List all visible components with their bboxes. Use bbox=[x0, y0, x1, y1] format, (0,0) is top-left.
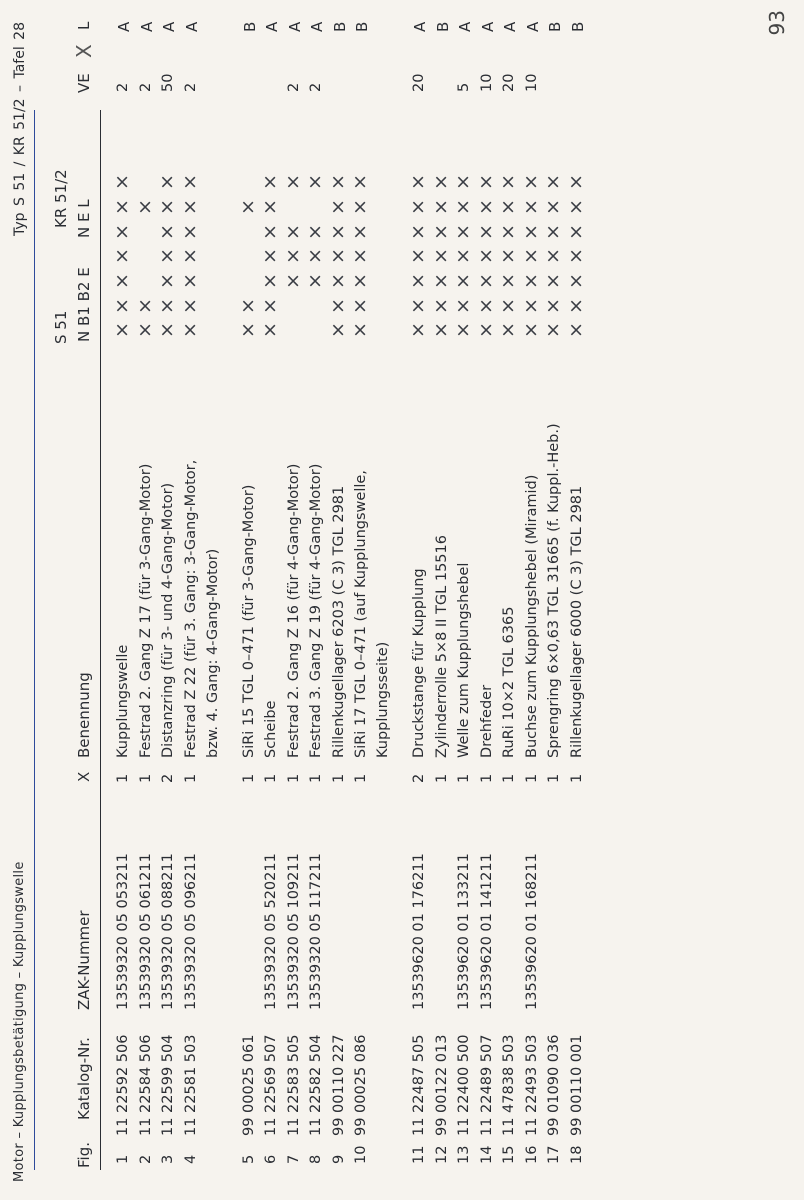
row-ve: 50 bbox=[160, 73, 176, 92]
applicability-mark: × bbox=[111, 298, 133, 314]
row-benennung-cont: Kupplungsseite) bbox=[375, 641, 391, 758]
row-category: A bbox=[456, 21, 474, 32]
row-category: A bbox=[285, 21, 304, 32]
col-x: X bbox=[75, 771, 93, 782]
row-qty: 1 bbox=[330, 773, 347, 783]
applicability-mark: × bbox=[519, 174, 542, 190]
row-zak: 13539320 05 061211 bbox=[137, 853, 154, 1010]
row-category: B bbox=[546, 21, 564, 32]
row-benennung: Festrad 3. Gang Z 19 (für 4-Gang-Motor) bbox=[308, 463, 324, 758]
header-type-table: Typ S 51 / KR 51/2 – Tafel 28 bbox=[12, 22, 28, 236]
applicability-mark: × bbox=[111, 224, 133, 240]
row-benennung: Kupplungswelle bbox=[115, 644, 131, 758]
applicability-mark: × bbox=[564, 298, 587, 314]
row-category: A bbox=[411, 21, 429, 32]
row-benennung: Rillenkugellager 6203 (C 3) TGL 2981 bbox=[330, 485, 347, 758]
col-kr512: KR 51/2 bbox=[52, 169, 70, 228]
row-zak: 13539320 05 109211 bbox=[285, 853, 302, 1010]
col-benennung: Benennung bbox=[75, 672, 93, 758]
applicability-mark: × bbox=[326, 248, 349, 264]
row-benennung: Distanzring (für 3- und 4-Gang-Motor) bbox=[160, 482, 176, 758]
applicability-mark: × bbox=[542, 224, 564, 240]
row-category: B bbox=[433, 21, 452, 32]
applicability-mark: × bbox=[304, 248, 326, 264]
applicability-mark: × bbox=[326, 273, 349, 289]
row-category: A bbox=[523, 21, 542, 32]
applicability-mark: × bbox=[304, 273, 326, 289]
applicability-mark: × bbox=[519, 273, 542, 289]
applicability-mark: × bbox=[429, 224, 452, 240]
row-qty: 1 bbox=[478, 773, 495, 783]
row-benennung: Buchse zum Kupplungshebel (Miramid) bbox=[523, 474, 540, 758]
applicability-mark: × bbox=[407, 298, 429, 314]
row-katalog: 11 22599 504 bbox=[160, 1034, 176, 1136]
applicability-mark: × bbox=[519, 248, 542, 264]
row-qty: 1 bbox=[182, 773, 199, 783]
applicability-mark: × bbox=[497, 322, 519, 338]
applicability-mark: × bbox=[178, 322, 201, 338]
row-fig: 9 bbox=[330, 1154, 347, 1164]
applicability-mark: × bbox=[326, 224, 349, 240]
applicability-mark: × bbox=[407, 248, 429, 264]
applicability-mark: × bbox=[564, 174, 587, 190]
row-zak: 13539320 05 053211 bbox=[115, 853, 131, 1010]
row-benennung: Sprengring 6×0,63 TGL 31665 (f. Kuppl.-Heb.) bbox=[546, 423, 562, 758]
applicability-mark: × bbox=[407, 174, 429, 190]
row-katalog: 99 00025 086 bbox=[353, 1034, 369, 1136]
applicability-mark: × bbox=[156, 248, 178, 264]
applicability-mark: × bbox=[259, 322, 281, 338]
applicability-mark: × bbox=[326, 298, 349, 314]
applicability-mark: × bbox=[349, 224, 371, 240]
row-fig: 1 bbox=[115, 1154, 131, 1164]
applicability-mark: × bbox=[259, 224, 281, 240]
applicability-mark: × bbox=[497, 298, 519, 314]
applicability-mark: × bbox=[474, 322, 497, 338]
row-benennung: Rillenkugellager 6000 (C 3) TGL 2981 bbox=[568, 485, 585, 758]
applicability-mark: × bbox=[429, 298, 452, 314]
row-benennung: Druckstange für Kupplung bbox=[411, 568, 427, 758]
page-number: 93 bbox=[765, 10, 789, 36]
row-katalog: 11 22592 506 bbox=[115, 1034, 131, 1136]
applicability-mark: × bbox=[111, 322, 133, 338]
applicability-mark: × bbox=[542, 248, 564, 264]
applicability-mark: × bbox=[349, 199, 371, 215]
applicability-mark: × bbox=[564, 322, 587, 338]
applicability-mark: × bbox=[304, 224, 326, 240]
applicability-mark: × bbox=[519, 224, 542, 240]
col-s51: S 51 bbox=[52, 310, 70, 344]
row-ve: 2 bbox=[182, 82, 199, 92]
row-category: A bbox=[182, 21, 201, 32]
applicability-mark: × bbox=[236, 322, 259, 338]
applicability-mark: × bbox=[156, 273, 178, 289]
col-katalog: Katalog-Nr. bbox=[75, 1037, 93, 1120]
col-zak: ZAK-Nummer bbox=[75, 910, 93, 1010]
applicability-mark: × bbox=[452, 322, 474, 338]
row-benennung: Scheibe bbox=[263, 700, 279, 758]
row-fig: 8 bbox=[308, 1154, 324, 1164]
applicability-mark: × bbox=[407, 224, 429, 240]
col-l: L bbox=[75, 21, 93, 30]
applicability-mark: × bbox=[111, 199, 133, 215]
applicability-mark: × bbox=[564, 224, 587, 240]
row-category: A bbox=[160, 21, 178, 32]
applicability-mark: × bbox=[326, 174, 349, 190]
header-breadcrumb: Motor – Kupplungsbetätigung – Kupplungswelle bbox=[12, 861, 27, 1182]
applicability-mark: × bbox=[156, 199, 178, 215]
row-fig: 12 bbox=[433, 1145, 450, 1164]
applicability-mark: × bbox=[259, 273, 281, 289]
applicability-mark: × bbox=[542, 322, 564, 338]
row-zak: 13539320 05 520211 bbox=[263, 853, 279, 1010]
applicability-mark: × bbox=[259, 199, 281, 215]
applicability-mark: × bbox=[429, 174, 452, 190]
row-qty: 1 bbox=[353, 773, 369, 783]
row-category: A bbox=[308, 21, 326, 32]
row-zak: 13539620 01 141211 bbox=[478, 853, 495, 1010]
applicability-mark: × bbox=[497, 248, 519, 264]
row-qty: 1 bbox=[240, 773, 257, 783]
applicability-mark: × bbox=[133, 199, 156, 215]
row-katalog: 99 00025 061 bbox=[240, 1034, 257, 1136]
row-zak: 13539620 01 168211 bbox=[523, 853, 540, 1010]
row-qty: 1 bbox=[523, 773, 540, 783]
row-fig: 13 bbox=[456, 1145, 472, 1164]
applicability-mark: × bbox=[542, 298, 564, 314]
row-qty: 1 bbox=[456, 773, 472, 783]
applicability-mark: × bbox=[236, 199, 259, 215]
applicability-mark: × bbox=[542, 174, 564, 190]
applicability-mark: × bbox=[133, 298, 156, 314]
row-qty: 1 bbox=[546, 773, 562, 783]
row-zak: 13539620 01 133211 bbox=[456, 853, 472, 1010]
row-fig: 7 bbox=[285, 1154, 302, 1164]
row-ve: 20 bbox=[411, 73, 427, 92]
applicability-mark: × bbox=[259, 174, 281, 190]
applicability-mark: × bbox=[519, 298, 542, 314]
row-katalog: 99 01090 036 bbox=[546, 1034, 562, 1136]
applicability-mark: × bbox=[564, 199, 587, 215]
applicability-mark: × bbox=[156, 174, 178, 190]
row-ve: 10 bbox=[523, 73, 540, 92]
row-qty: 1 bbox=[308, 773, 324, 783]
row-fig: 10 bbox=[353, 1145, 369, 1164]
row-benennung: Drehfeder bbox=[478, 684, 495, 758]
row-katalog: 11 22582 504 bbox=[308, 1034, 324, 1136]
row-katalog: 99 00110 001 bbox=[568, 1034, 585, 1136]
row-fig: 4 bbox=[182, 1154, 199, 1164]
applicability-mark: × bbox=[281, 224, 304, 240]
applicability-mark: × bbox=[156, 224, 178, 240]
row-fig: 2 bbox=[137, 1154, 154, 1164]
row-category: A bbox=[137, 21, 156, 32]
row-fig: 6 bbox=[263, 1154, 279, 1164]
row-benennung: Festrad 2. Gang Z 16 (für 4-Gang-Motor) bbox=[285, 463, 302, 758]
applicability-mark: × bbox=[349, 174, 371, 190]
applicability-mark: × bbox=[474, 224, 497, 240]
row-category: B bbox=[568, 21, 587, 32]
applicability-mark: × bbox=[156, 322, 178, 338]
row-zak: 13539620 01 176211 bbox=[411, 853, 427, 1010]
col-s51-sub: N B1 B2 E bbox=[75, 267, 93, 342]
applicability-mark: × bbox=[304, 174, 326, 190]
applicability-mark: × bbox=[542, 273, 564, 289]
row-katalog: 11 22487 505 bbox=[411, 1034, 427, 1136]
applicability-mark: × bbox=[281, 248, 304, 264]
applicability-mark: × bbox=[452, 224, 474, 240]
row-ve: 10 bbox=[478, 73, 495, 92]
row-katalog: 11 22581 503 bbox=[182, 1034, 199, 1136]
row-fig: 3 bbox=[160, 1154, 176, 1164]
applicability-mark: × bbox=[178, 273, 201, 289]
applicability-mark: × bbox=[178, 298, 201, 314]
row-ve: 2 bbox=[137, 82, 154, 92]
row-benennung: Welle zum Kupplungshebel bbox=[456, 562, 472, 758]
applicability-mark: × bbox=[429, 199, 452, 215]
row-ve: 2 bbox=[308, 82, 324, 92]
applicability-mark: × bbox=[326, 199, 349, 215]
row-katalog: 11 22583 505 bbox=[285, 1034, 302, 1136]
row-qty: 1 bbox=[137, 773, 154, 783]
col-fig: Fig. bbox=[75, 1142, 93, 1168]
col-kr-sub: N E L bbox=[75, 199, 93, 238]
applicability-mark: × bbox=[519, 199, 542, 215]
applicability-mark: × bbox=[259, 298, 281, 314]
row-benennung: Festrad Z 22 (für 3. Gang: 3-Gang-Motor, bbox=[182, 459, 199, 758]
applicability-mark: × bbox=[111, 248, 133, 264]
row-zak: 13539320 05 088211 bbox=[160, 853, 176, 1010]
row-katalog: 11 22584 506 bbox=[137, 1034, 154, 1136]
applicability-mark: × bbox=[178, 224, 201, 240]
applicability-mark: × bbox=[326, 322, 349, 338]
applicability-mark: × bbox=[349, 322, 371, 338]
applicability-mark: × bbox=[497, 199, 519, 215]
applicability-mark: × bbox=[111, 174, 133, 190]
row-benennung: RuRi 10×2 TGL 6365 bbox=[501, 606, 517, 758]
row-katalog: 99 00110 227 bbox=[330, 1034, 347, 1136]
applicability-mark: × bbox=[452, 248, 474, 264]
row-qty: 2 bbox=[160, 773, 176, 783]
applicability-mark: × bbox=[429, 322, 452, 338]
row-category: A bbox=[478, 21, 497, 32]
row-ve: 5 bbox=[456, 82, 472, 92]
applicability-mark: × bbox=[236, 298, 259, 314]
applicability-mark: × bbox=[474, 273, 497, 289]
row-qty: 1 bbox=[285, 773, 302, 783]
row-qty: 1 bbox=[501, 773, 517, 783]
header-rule bbox=[34, 110, 35, 1170]
row-katalog: 11 22569 507 bbox=[263, 1034, 279, 1136]
row-ve: 2 bbox=[115, 82, 131, 92]
applicability-mark: × bbox=[452, 174, 474, 190]
applicability-mark: × bbox=[497, 174, 519, 190]
applicability-mark: × bbox=[133, 322, 156, 338]
row-benennung: Festrad 2. Gang Z 17 (für 3-Gang-Motor) bbox=[137, 463, 154, 758]
applicability-mark: × bbox=[407, 273, 429, 289]
applicability-mark: × bbox=[519, 322, 542, 338]
row-katalog: 11 22400 500 bbox=[456, 1034, 472, 1136]
row-fig: 18 bbox=[568, 1145, 585, 1164]
row-ve: 20 bbox=[501, 73, 517, 92]
row-benennung: SiRi 17 TGL 0–471 (auf Kupplungswelle, bbox=[353, 470, 369, 758]
applicability-mark: × bbox=[407, 199, 429, 215]
row-zak: 13539320 05 096211 bbox=[182, 853, 199, 1010]
row-zak: 13539320 05 117211 bbox=[308, 853, 324, 1010]
applicability-mark: × bbox=[349, 298, 371, 314]
applicability-mark: × bbox=[474, 199, 497, 215]
row-katalog: 11 47838 503 bbox=[501, 1034, 517, 1136]
row-category: A bbox=[501, 21, 519, 32]
applicability-mark: × bbox=[542, 199, 564, 215]
col-cross: X bbox=[72, 44, 96, 58]
row-category: B bbox=[353, 21, 371, 32]
applicability-mark: × bbox=[564, 273, 587, 289]
applicability-mark: × bbox=[111, 273, 133, 289]
row-benennung-cont: bzw. 4. Gang: 4-Gang-Motor) bbox=[204, 548, 221, 758]
applicability-mark: × bbox=[407, 322, 429, 338]
row-fig: 17 bbox=[546, 1145, 562, 1164]
row-katalog: 99 00122 013 bbox=[433, 1034, 450, 1136]
applicability-mark: × bbox=[429, 248, 452, 264]
row-fig: 14 bbox=[478, 1145, 495, 1164]
row-category: A bbox=[263, 21, 281, 32]
row-fig: 5 bbox=[240, 1154, 257, 1164]
applicability-mark: × bbox=[281, 174, 304, 190]
row-katalog: 11 22489 507 bbox=[478, 1034, 495, 1136]
row-benennung: Zylinderrolle 5×8 II TGL 15516 bbox=[433, 535, 450, 758]
row-benennung: SiRi 15 TGL 0–471 (für 3-Gang-Motor) bbox=[240, 484, 257, 758]
applicability-mark: × bbox=[497, 224, 519, 240]
row-fig: 16 bbox=[523, 1145, 540, 1164]
applicability-mark: × bbox=[452, 199, 474, 215]
applicability-mark: × bbox=[474, 298, 497, 314]
applicability-mark: × bbox=[259, 248, 281, 264]
row-ve: 2 bbox=[285, 82, 302, 92]
applicability-mark: × bbox=[349, 248, 371, 264]
applicability-mark: × bbox=[564, 248, 587, 264]
applicability-mark: × bbox=[452, 273, 474, 289]
applicability-mark: × bbox=[474, 248, 497, 264]
applicability-mark: × bbox=[178, 248, 201, 264]
applicability-mark: × bbox=[452, 298, 474, 314]
applicability-mark: × bbox=[281, 273, 304, 289]
applicability-mark: × bbox=[178, 199, 201, 215]
row-qty: 1 bbox=[433, 773, 450, 783]
row-qty: 2 bbox=[411, 773, 427, 783]
col-ve: VE bbox=[75, 73, 93, 93]
applicability-mark: × bbox=[156, 298, 178, 314]
row-category: B bbox=[240, 21, 259, 32]
row-qty: 1 bbox=[263, 773, 279, 783]
applicability-mark: × bbox=[474, 174, 497, 190]
row-fig: 15 bbox=[501, 1145, 517, 1164]
applicability-mark: × bbox=[178, 174, 201, 190]
row-category: B bbox=[330, 21, 349, 32]
row-category: A bbox=[115, 21, 133, 32]
column-header-rule bbox=[100, 110, 101, 1170]
row-qty: 1 bbox=[115, 773, 131, 783]
applicability-mark: × bbox=[349, 273, 371, 289]
row-katalog: 11 22493 503 bbox=[523, 1034, 540, 1136]
row-fig: 11 bbox=[411, 1145, 427, 1164]
applicability-mark: × bbox=[497, 273, 519, 289]
row-qty: 1 bbox=[568, 773, 585, 783]
applicability-mark: × bbox=[429, 273, 452, 289]
